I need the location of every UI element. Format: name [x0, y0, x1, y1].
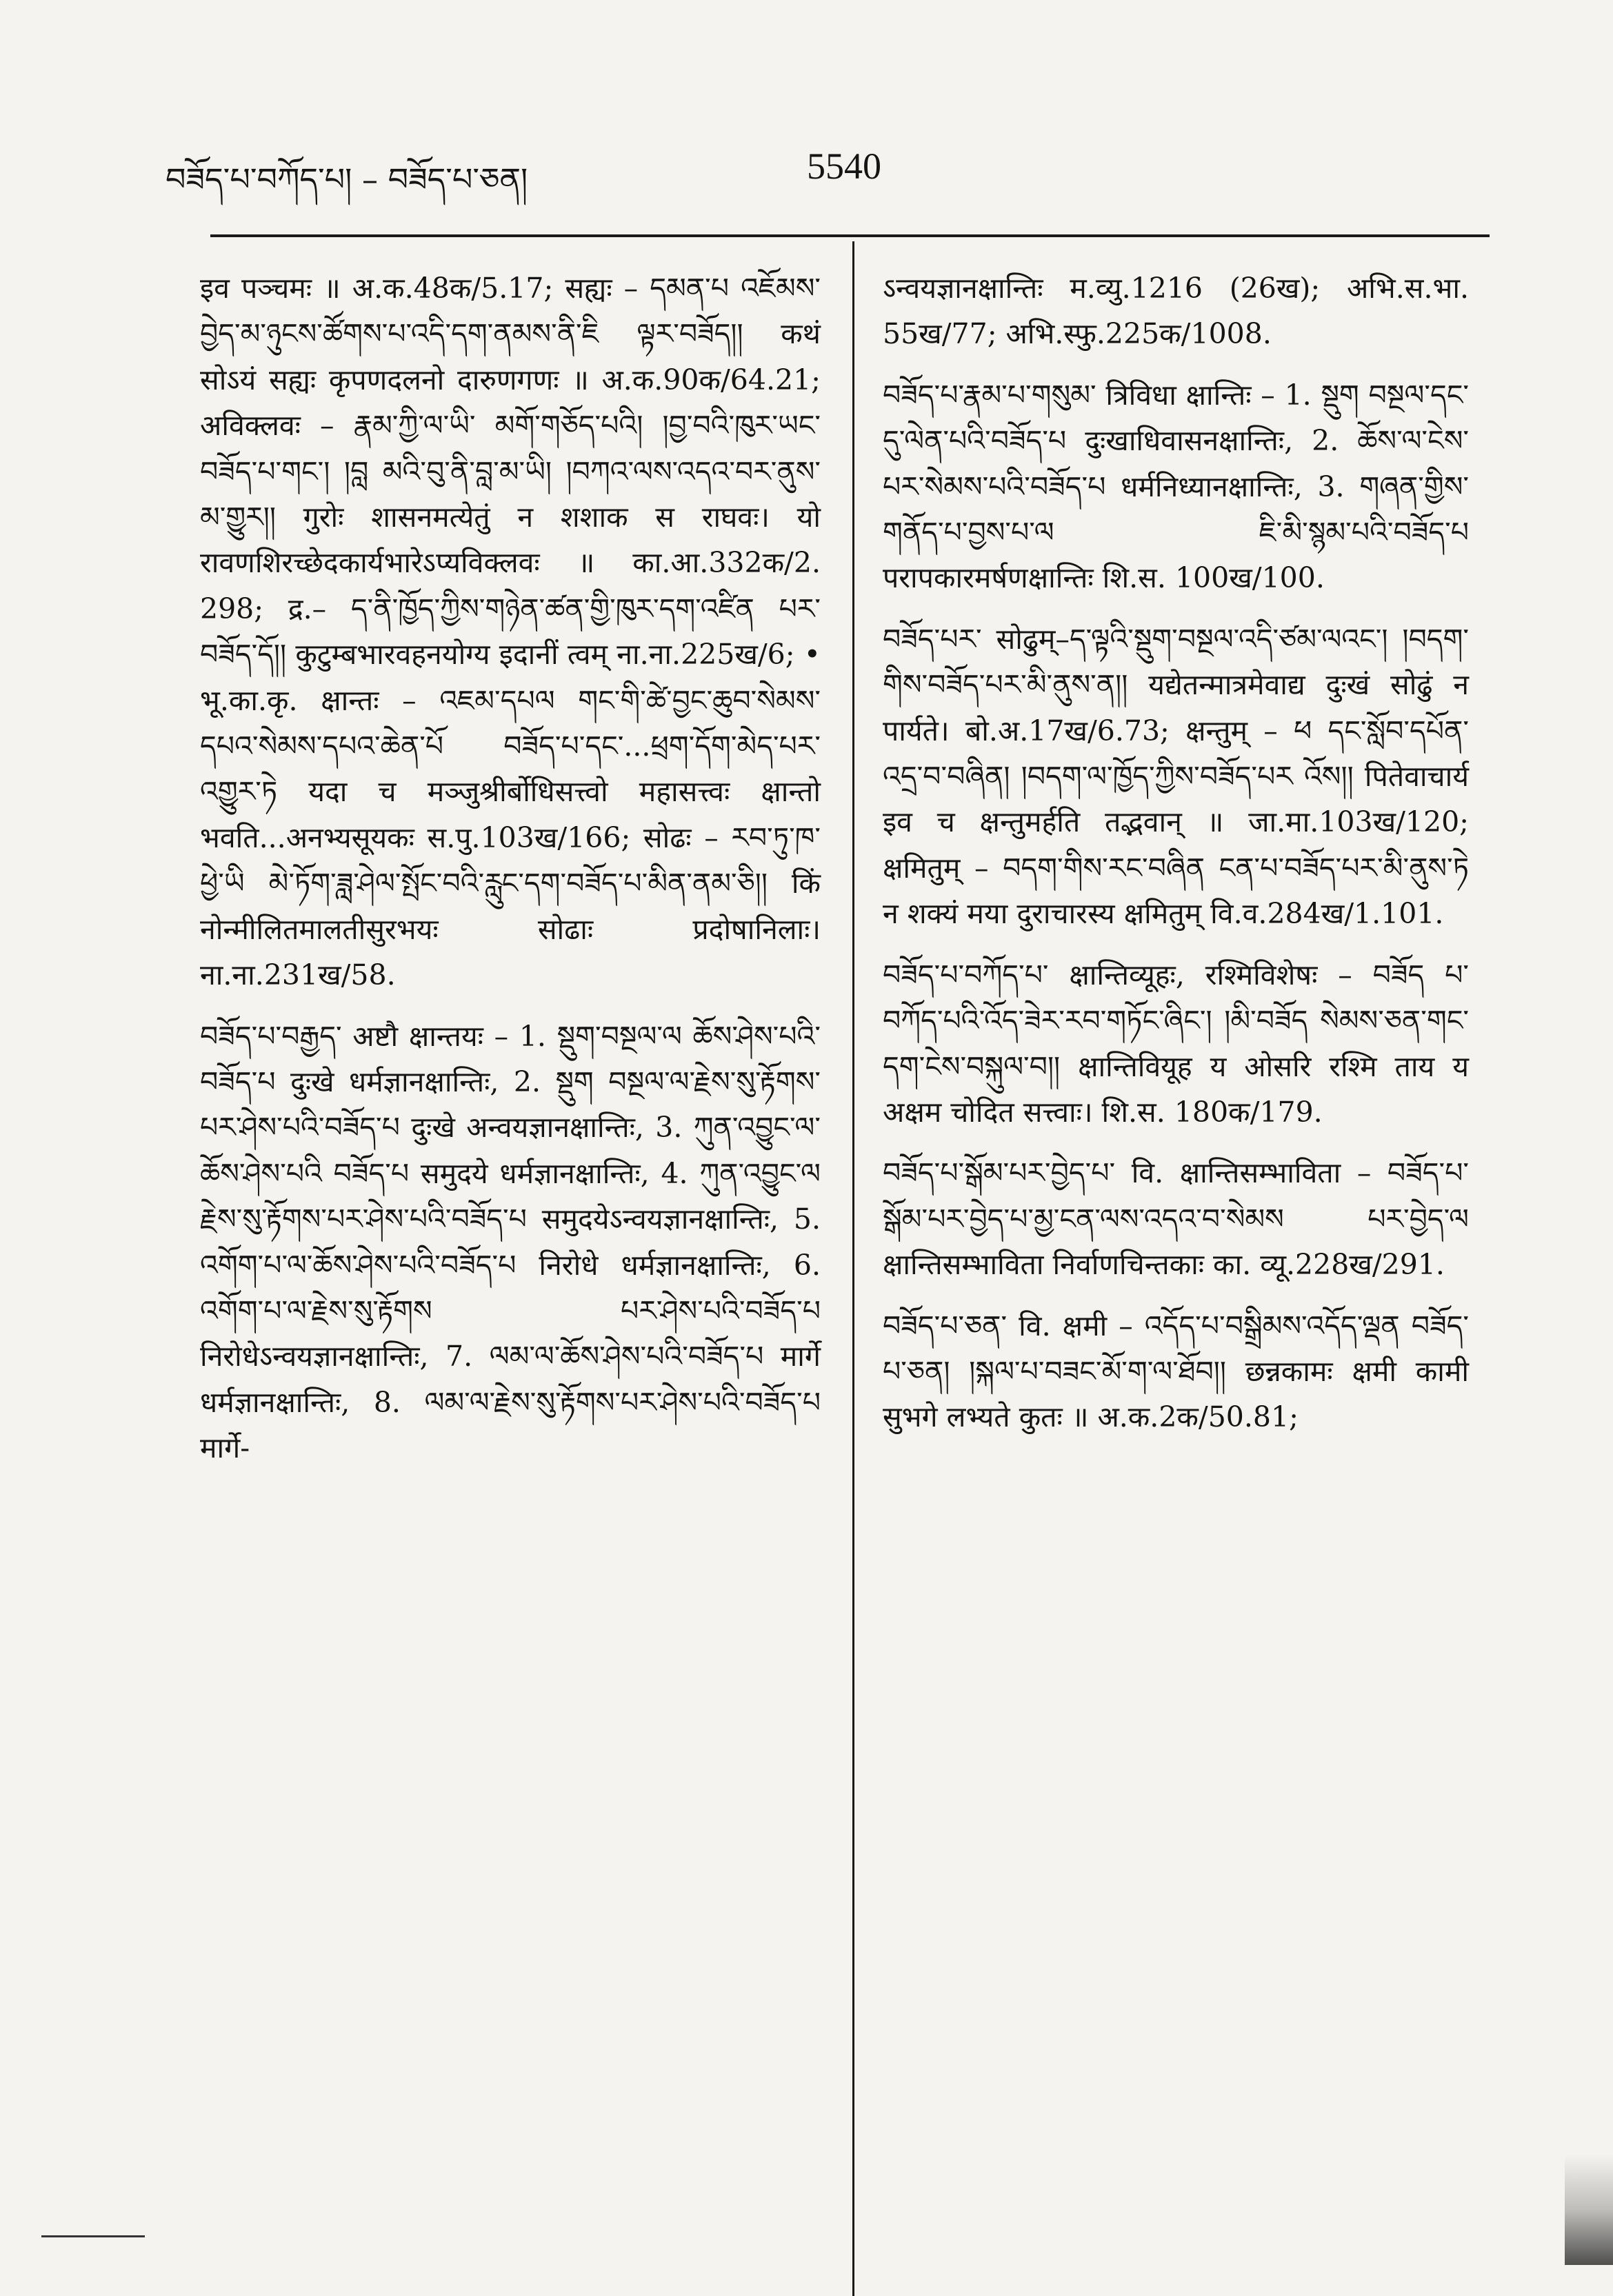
header-rule — [210, 234, 1490, 237]
entry-three-kshantis: བཟོད་པ་རྣམ་པ་གསུམ་ त्रिविधा क्षान्तिः – 1. སྡུག བསྔལ་དང་དུ་ལེན་པའི་བཟོད་པ दुःखाधिवासनक्षान्तिः, 2. ཆོས་ལ་ངེས་པར་སེམས་པའི་བཟོད་པ धर्मनिध्यानक्षान्तिः, 3. གཞན་གྱིས་གནོད་པ་བྱས་པ་ལ ཇི་མི་སྙམ་པའི་བཟོད་པ परापकारमर्षणक्षान्तिः शि.स. 100ख/100. — [883, 378, 1469, 595]
entry-kshanti-sambhavita: བཟོད་པ་སྒོམ་པར་བྱེད་པ་ वि. क्षान्तिसम्भाविता – བཟོད་པ་སྒོམ་པར་བྱེད་པ་མྱ་ངན་ལས་འདའ་བ་སེམས པར་བྱེད་ལ क्षान्तिसम्भाविता निर्वाणचिन्तकाः का. व्यू.228ख/291. — [883, 1156, 1469, 1282]
entry-kshami: བཟོད་པ་ཅན་ वि. क्षमी – འདོད་པ་བསྒྲིམས་འདོད་ལྡན བཟོད་པ་ཅན། །སྐལ་པ་བཟང་མོ་ག་ལ་ཐོབ།། छन्नकामः क्षमी कामी सुभगे लभ्यते कुतः ॥ अ.क.2क/50.81; — [883, 1309, 1469, 1434]
entry-eight-kshantis: བཟོད་པ་བརྒྱད་ अष्टौ क्षान्तयः – 1. སྡུག་བསྔལ་ལ ཆོས་ཤེས་པའི་བཟོད་པ दुःखे धर्मज्ञानक्षान्तिः, 2. སྡུག བསྔལ་ལ་རྗེས་སུ་རྟོགས་པར་ཤེས་པའི་བཟོད་པ दुःखे अन्वयज्ञानक्षान्तिः, 3. ཀུན་འབྱུང་ལ་ཆོས་ཤེས་པའི བཟོད་པ समुदये धर्मज्ञानक्षान्तिः, 4. ཀུན་འབྱུང་ལ རྗེས་སུ་རྟོགས་པར་ཤེས་པའི་བཟོད་པ समुदयेऽन्वयज्ञानक्षान्तिः, 5. འགོག་པ་ལ་ཆོས་ཤེས་པའི་བཟོད་པ निरोधे धर्मज्ञानक्षान्तिः, 6. འགོག་པ་ལ་རྗེས་སུ་རྟོགས པར་ཤེས་པའི་བཟོད་པ निरोधेऽन्वयज्ञानक्षान्तिः, 7. ལམ་ལ་ཆོས་ཤེས་པའི་བཟོད་པ मार्गे धर्मज्ञानक्षान्तिः, 8. ལམ་ལ་རྗེས་སུ་རྟོགས་པར་ཤེས་པའི་བཟོད་པ मार्गे- — [200, 1019, 821, 1465]
running-head: བཟོད་པ་བཀོད་པ། – བཟོད་པ་ཅན། — [166, 161, 528, 198]
entry-sodhum: བཟོད་པར་ सोढुम्–ད་ལྟའི་སྡུག་བསྔལ་འདི་ཙམ་ལའང་། །བདག་གིས་བཟོད་པར་མི་ནུས་ན།། यद्येतन्मात्रमेवाद्य दुःखं सोढुं न पार्यते। बो.अ.17ख/6.73; क्षन्तुम् – ཕ དང་སློབ་དཔོན་འདྲ་བ་བཞིན། །བདག་ལ་ཁྱོད་ཀྱིས་བཟོད་པར འོས།། पितेवाचार्य इव च क्षन्तुमर्हति तद्भवान् ॥ जा.मा.103ख/120; क्षमितुम् – བདག་གིས་རང་བཞིན ངན་པ་བཟོད་པར་མི་ནུས་ཏེ न शक्यं मया दुराचारस्य क्षमितुम् वि.व.284ख/1.101. — [883, 622, 1469, 931]
scan-edge-shadow — [1565, 2155, 1613, 2265]
left-column — [200, 265, 821, 1487]
scan-foot-mark — [41, 2235, 145, 2237]
entry-continuation-right: ऽन्वयज्ञानक्षान्तिः म.व्यु.1216 (26ख); अभि.स.भा. 55ख/77; अभि.स्फु.225क/1008. — [883, 272, 1469, 351]
page-header — [166, 138, 1490, 198]
entry-kshanti-vyuha: བཟོད་པ་བཀོད་པ་ क्षान्तिव्यूहः, रश्मिविशेषः – བཟོད པ་བཀོད་པའི་འོད་ཟེར་རབ་གཏོང་ཞིང་། །མི་བཟོད སེམས་ཅན་གང་དག་ངེས་བསྐུལ་བ།། क्षान्तिवियूह य ओसरि रश्मि ताय य अक्षम चोदित सत्त्वाः। शि.स. 180क/179. — [883, 958, 1469, 1129]
column-divider — [852, 241, 854, 2296]
entry-continuation: इव पञ्चमः ॥ अ.क.48क/5.17; सह्यः – དམན་པ འཇོམས་བྱེད་མ་ཉུངས་ཚོགས་པ་འདི་དག་ནམས་ནི་ཇི ལྟར་བཟོད།། कथं सोऽयं सह्यः कृपणदलनो दारुणगणः ॥ अ.क.90क/64.21; अविक्लवः – རྣམ་ཀྱི་ལ་ཡི་ མགོ་གཅོད་པའི། །བྱ་བའི་ཁུར་ཡང་བཟོད་པ་གང་། །བླ མའི་བུ་ནི་བླ་མ་ཡི། །བཀའ་ལས་འདའ་བར་ནུས་མ་གྱུར།། गुरोः शासनमत्येतुं न शशाक स राघवः। यो रावणशिरच्छेदकार्यभारेऽप्यविक्लवः ॥ का.आ.332क/2. 298; द्र.– ད་ནི་ཁྱོད་ཀྱིས་གཉེན་ཚན་གྱི་ཁུར་དག་འཛིན པར་བཟོད་དོ།། कुटुम्बभारवहनयोग्य इदानीं त्वम् ना.ना.225ख/6; • भू.का.कृ. क्षान्तः – འཇམ་དཔལ གང་གི་ཚེ་བྱང་ཆུབ་སེམས་དཔའ་སེམས་དཔའ་ཆེན་པོ བཟོད་པ་དང་...ཕྲག་དོག་མེད་པར་འགྱུར་ཏེ यदा च मञ्जुश्रीर्बोधिसत्त्वो महासत्त्वः क्षान्तो भवति...अनभ्यसूयकः स.पु.103ख/166; सोढः – རབ་ཏུ་ཁ་ཕྱེ་ཡི མེ་ཏོག་ཟླ་ཤེལ་སྤོང་བའི་རླུང་དག་བཟོད་པ་མིན་ནམ་ཅི།། किं नोन्मीलितमालतीसुरभयः सोढाः प्रदोषानिलाः। ना.ना.231ख/58. — [200, 272, 821, 992]
right-column — [883, 265, 1469, 1456]
page-number: 5540 — [807, 145, 881, 187]
